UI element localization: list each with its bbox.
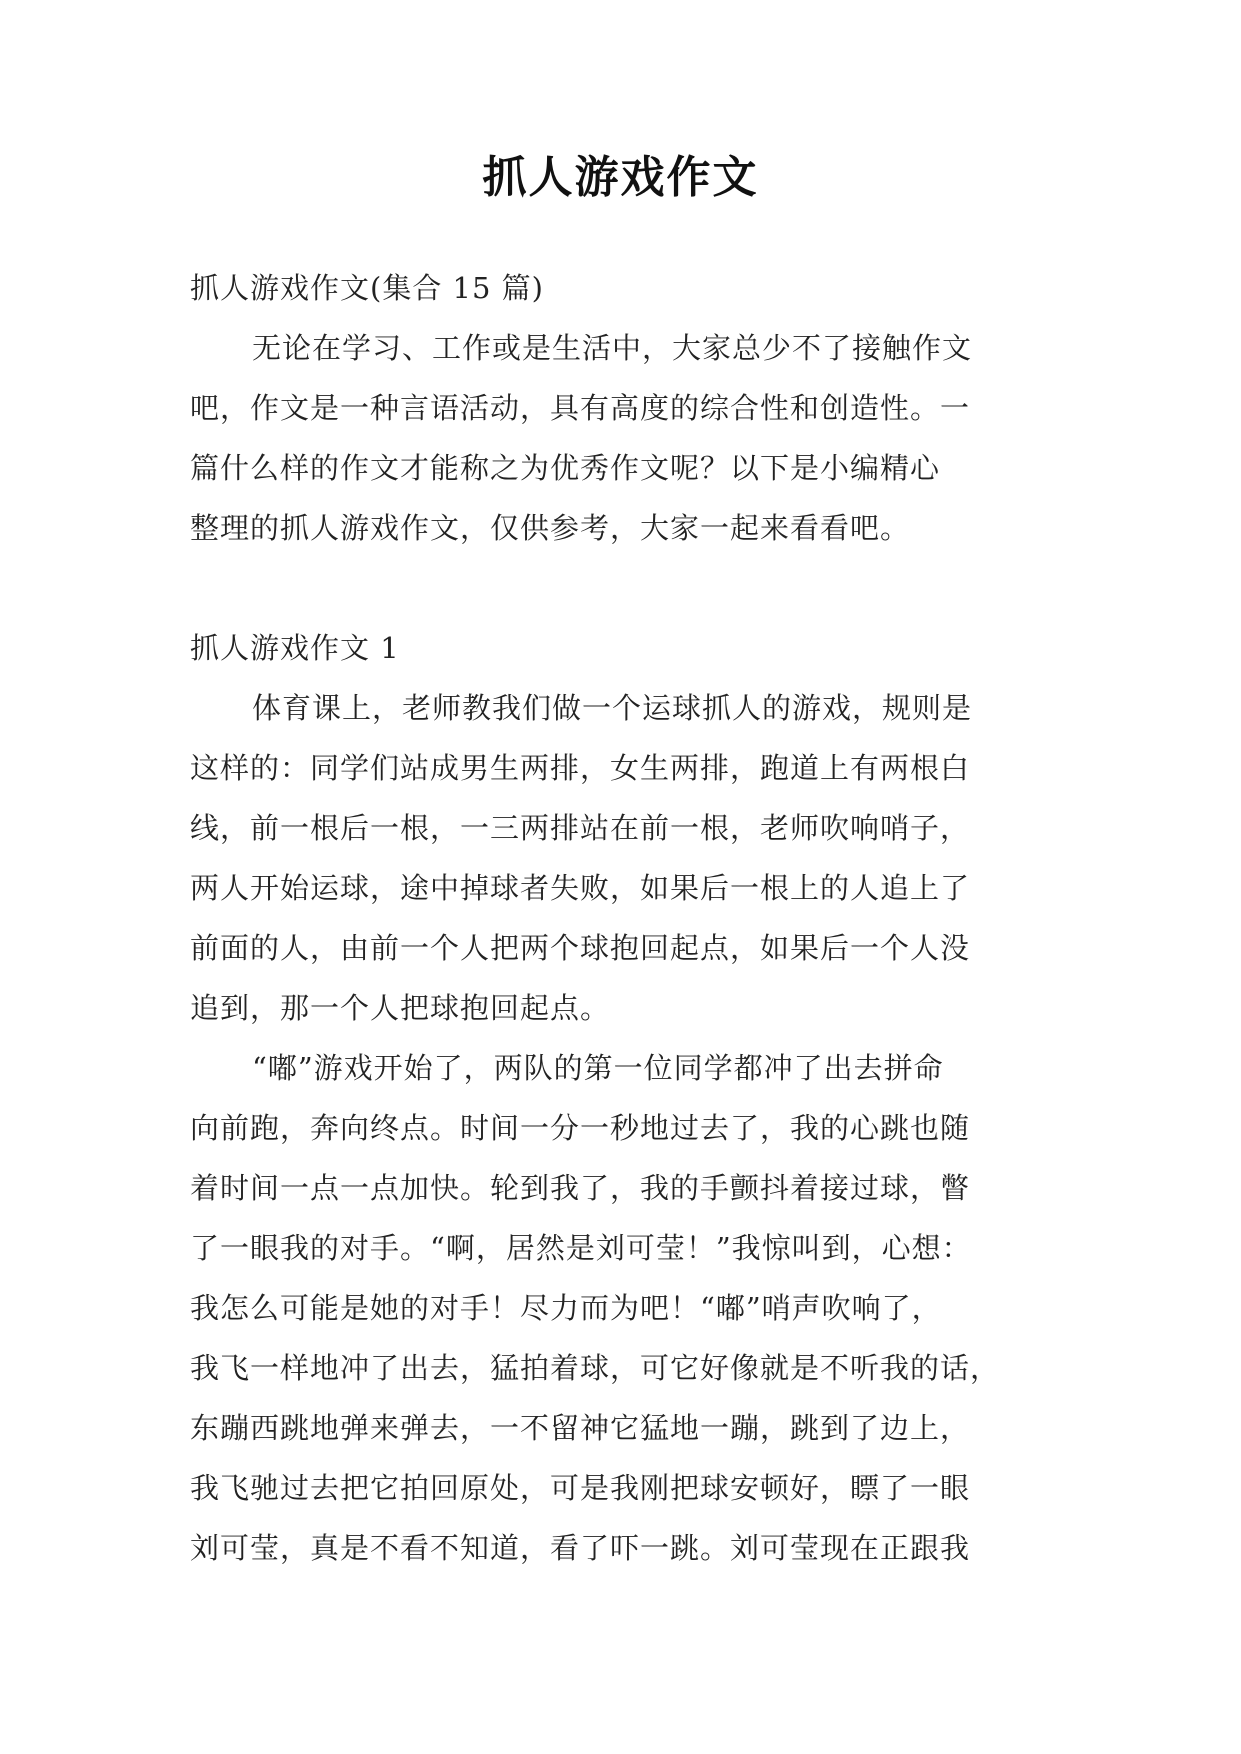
paragraph-line: 向前跑，奔向终点。时间一分一秒地过去了，我的心跳也随 xyxy=(190,1111,971,1145)
paragraph-line: 体育课上，老师教我们做一个运球抓人的游戏，规则是 xyxy=(252,691,973,725)
section-spacer xyxy=(190,558,1058,618)
document-body xyxy=(190,258,1058,1578)
paragraph-line: 刘可莹，真是不看不知道，看了吓一跳。刘可莹现在正跟我 xyxy=(190,1531,971,1565)
document-title: 抓人游戏作文 xyxy=(482,152,759,203)
paragraph-line: 东蹦西跳地弹来弹去，一不留神它猛地一蹦，跳到了边上， xyxy=(190,1411,971,1445)
paragraph-rules xyxy=(190,678,1058,1038)
paragraph-line: 着时间一点一点加快。轮到我了，我的手颤抖着接过球，瞥 xyxy=(190,1171,971,1205)
intro-line: 篇什么样的作文才能称之为优秀作文呢？以下是小编精心 xyxy=(190,451,941,485)
intro-line: 吧，作文是一种言语活动，具有高度的综合性和创造性。一 xyxy=(190,391,971,425)
intro-line: 整理的抓人游戏作文，仅供参考，大家一起来看看吧。 xyxy=(190,511,911,545)
paragraph-line: 了一眼我的对手。“啊，居然是刘可莹！”我惊叫到，心想： xyxy=(190,1231,972,1265)
paragraph-line: 我怎么可能是她的对手！尽力而为吧！“嘟”哨声吹响了， xyxy=(190,1291,942,1325)
paragraph-line: 追到，那一个人把球抱回起点。 xyxy=(190,991,611,1025)
intro-line: 无论在学习、工作或是生活中，大家总少不了接触作文 xyxy=(252,331,973,365)
section-heading: 抓人游戏作文 1 xyxy=(190,631,400,665)
paragraph-line: 我飞驰过去把它拍回原处，可是我刚把球安顿好，瞟了一眼 xyxy=(190,1471,971,1505)
paragraph-line: 前面的人，由前一个人把两个球抱回起点，如果后一个人没 xyxy=(190,931,971,965)
paragraph-line: 两人开始运球，途中掉球者失败，如果后一根上的人追上了 xyxy=(190,871,971,905)
paragraph-line: 这样的：同学们站成男生两排，女生两排，跑道上有两根白 xyxy=(190,751,971,785)
paragraph-game xyxy=(190,1038,1058,1578)
paragraph-line: “嘟”游戏开始了，两队的第一位同学都冲了出去拼命 xyxy=(252,1051,944,1085)
intro-paragraph xyxy=(190,318,1058,558)
document-subtitle: 抓人游戏作文(集合 15 篇) xyxy=(190,271,544,305)
paragraph-line: 我飞一样地冲了出去，猛拍着球，可它好像就是不听我的话， xyxy=(190,1351,1001,1385)
paragraph-line: 线，前一根后一根，一三两排站在前一根，老师吹响哨子， xyxy=(190,811,971,845)
